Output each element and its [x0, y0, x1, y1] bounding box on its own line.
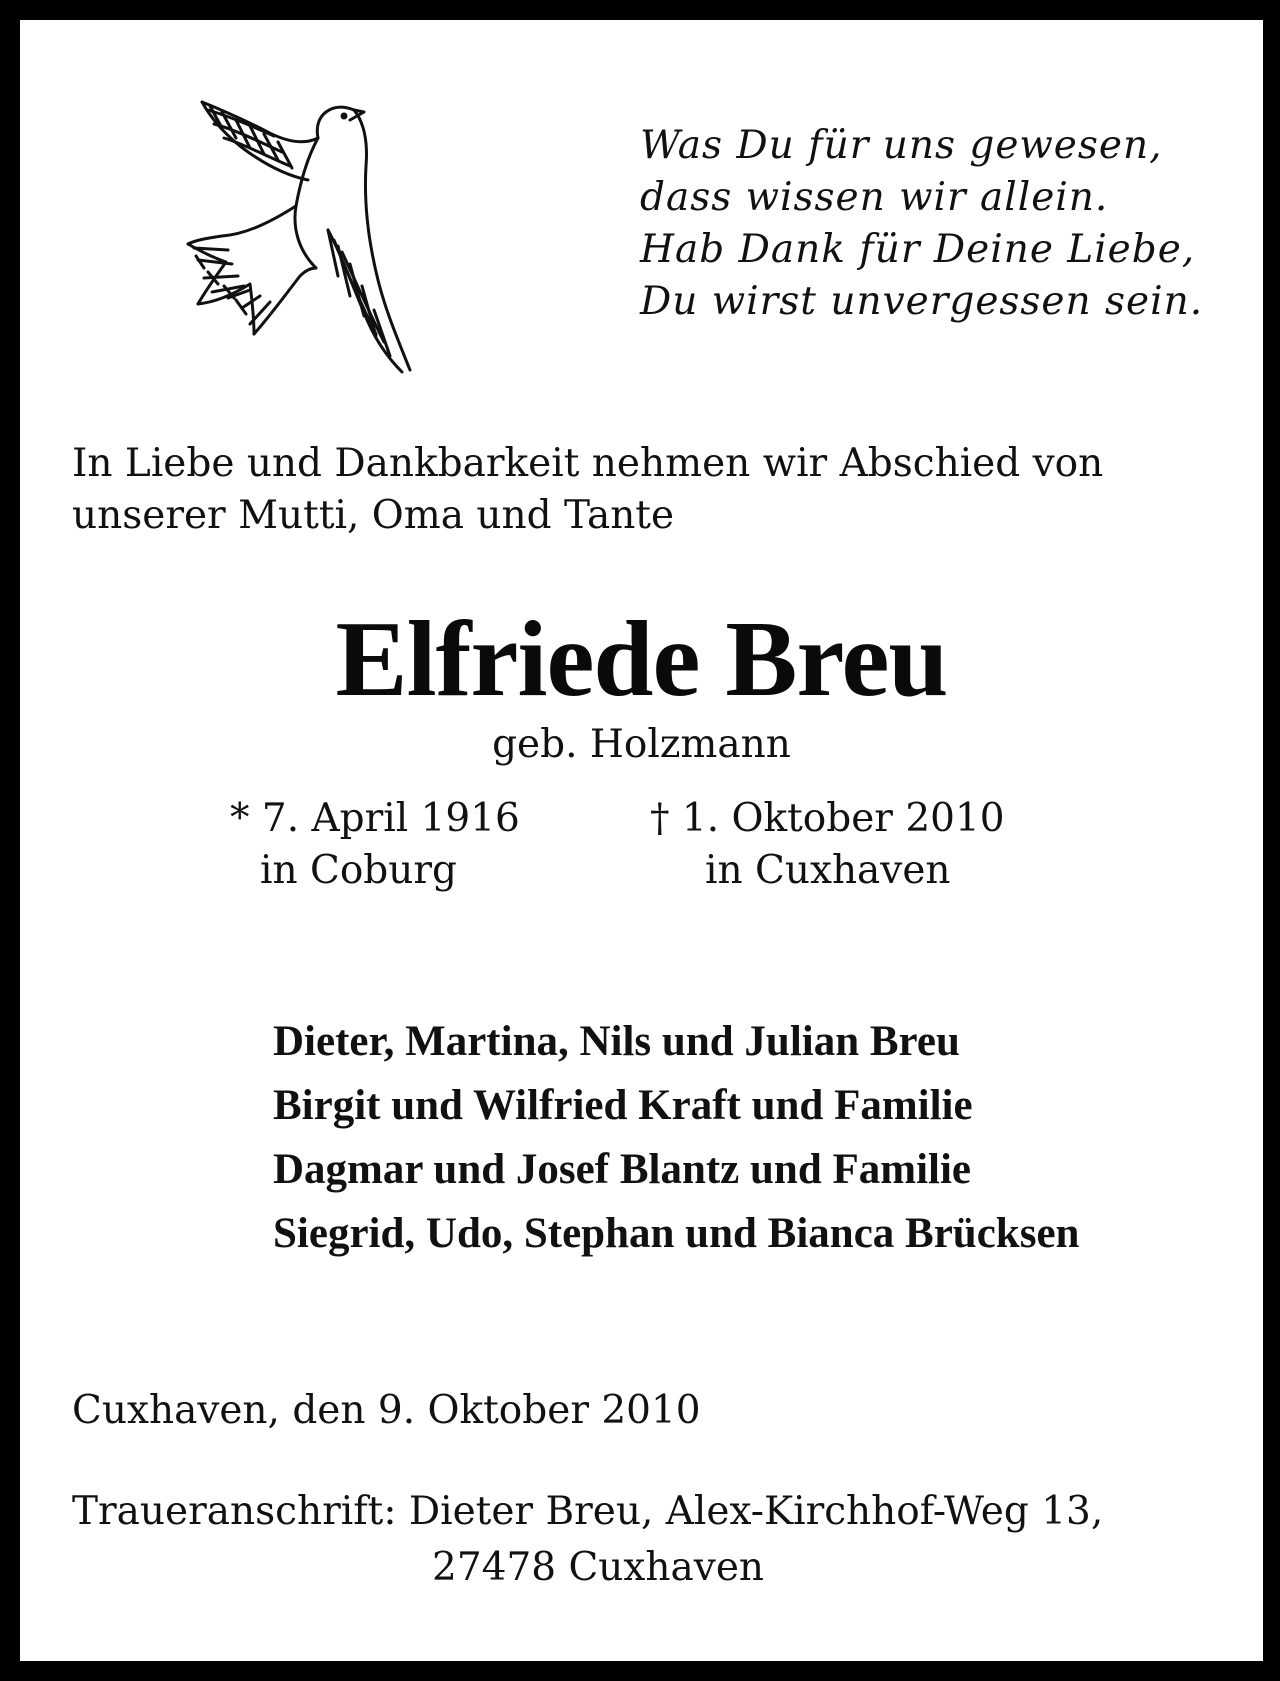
- death-info: [650, 793, 1050, 897]
- poem-line: Hab Dank für Deine Liebe,: [640, 227, 1196, 272]
- deceased-name: Elfriede Breu: [335, 600, 948, 719]
- intro-line: unserer Mutti, Oma und Tante: [72, 493, 675, 538]
- family-line: Dieter, Martina, Nils und Julian Breu: [273, 1018, 960, 1065]
- intro-text: [72, 438, 1262, 542]
- poem-line: Du wirst unvergessen sein.: [640, 279, 1204, 324]
- place-date: Cuxhaven, den 9. Oktober 2010: [72, 1388, 701, 1433]
- maiden-name: geb. Holzmann: [492, 722, 791, 767]
- address-city: 27478 Cuxhaven: [432, 1545, 765, 1590]
- poem-line: Was Du für uns gewesen,: [640, 123, 1163, 168]
- family-list: [273, 1010, 1253, 1266]
- poem: [640, 120, 1240, 328]
- death-place: in Cuxhaven: [705, 848, 951, 893]
- address-line: Traueranschrift: Dieter Breu, Alex-Kirchhof-Weg 13,: [72, 1489, 1104, 1534]
- intro-line: In Liebe und Dankbarkeit nehmen wir Abschied von: [72, 441, 1104, 486]
- mourning-address: [72, 1484, 1262, 1596]
- poem-line: dass wissen wir allein.: [640, 175, 1109, 220]
- birth-place: in Coburg: [260, 848, 457, 893]
- birth-info: [230, 793, 560, 897]
- birth-date: * 7. April 1916: [230, 796, 520, 841]
- family-line: Dagmar und Josef Blantz und Familie: [273, 1146, 972, 1193]
- death-date: † 1. Oktober 2010: [650, 796, 1005, 841]
- dove-icon: [178, 80, 450, 380]
- family-line: Birgit und Wilfried Kraft und Familie: [273, 1082, 973, 1129]
- family-line: Siegrid, Udo, Stephan und Bianca Brücksen: [273, 1210, 1080, 1257]
